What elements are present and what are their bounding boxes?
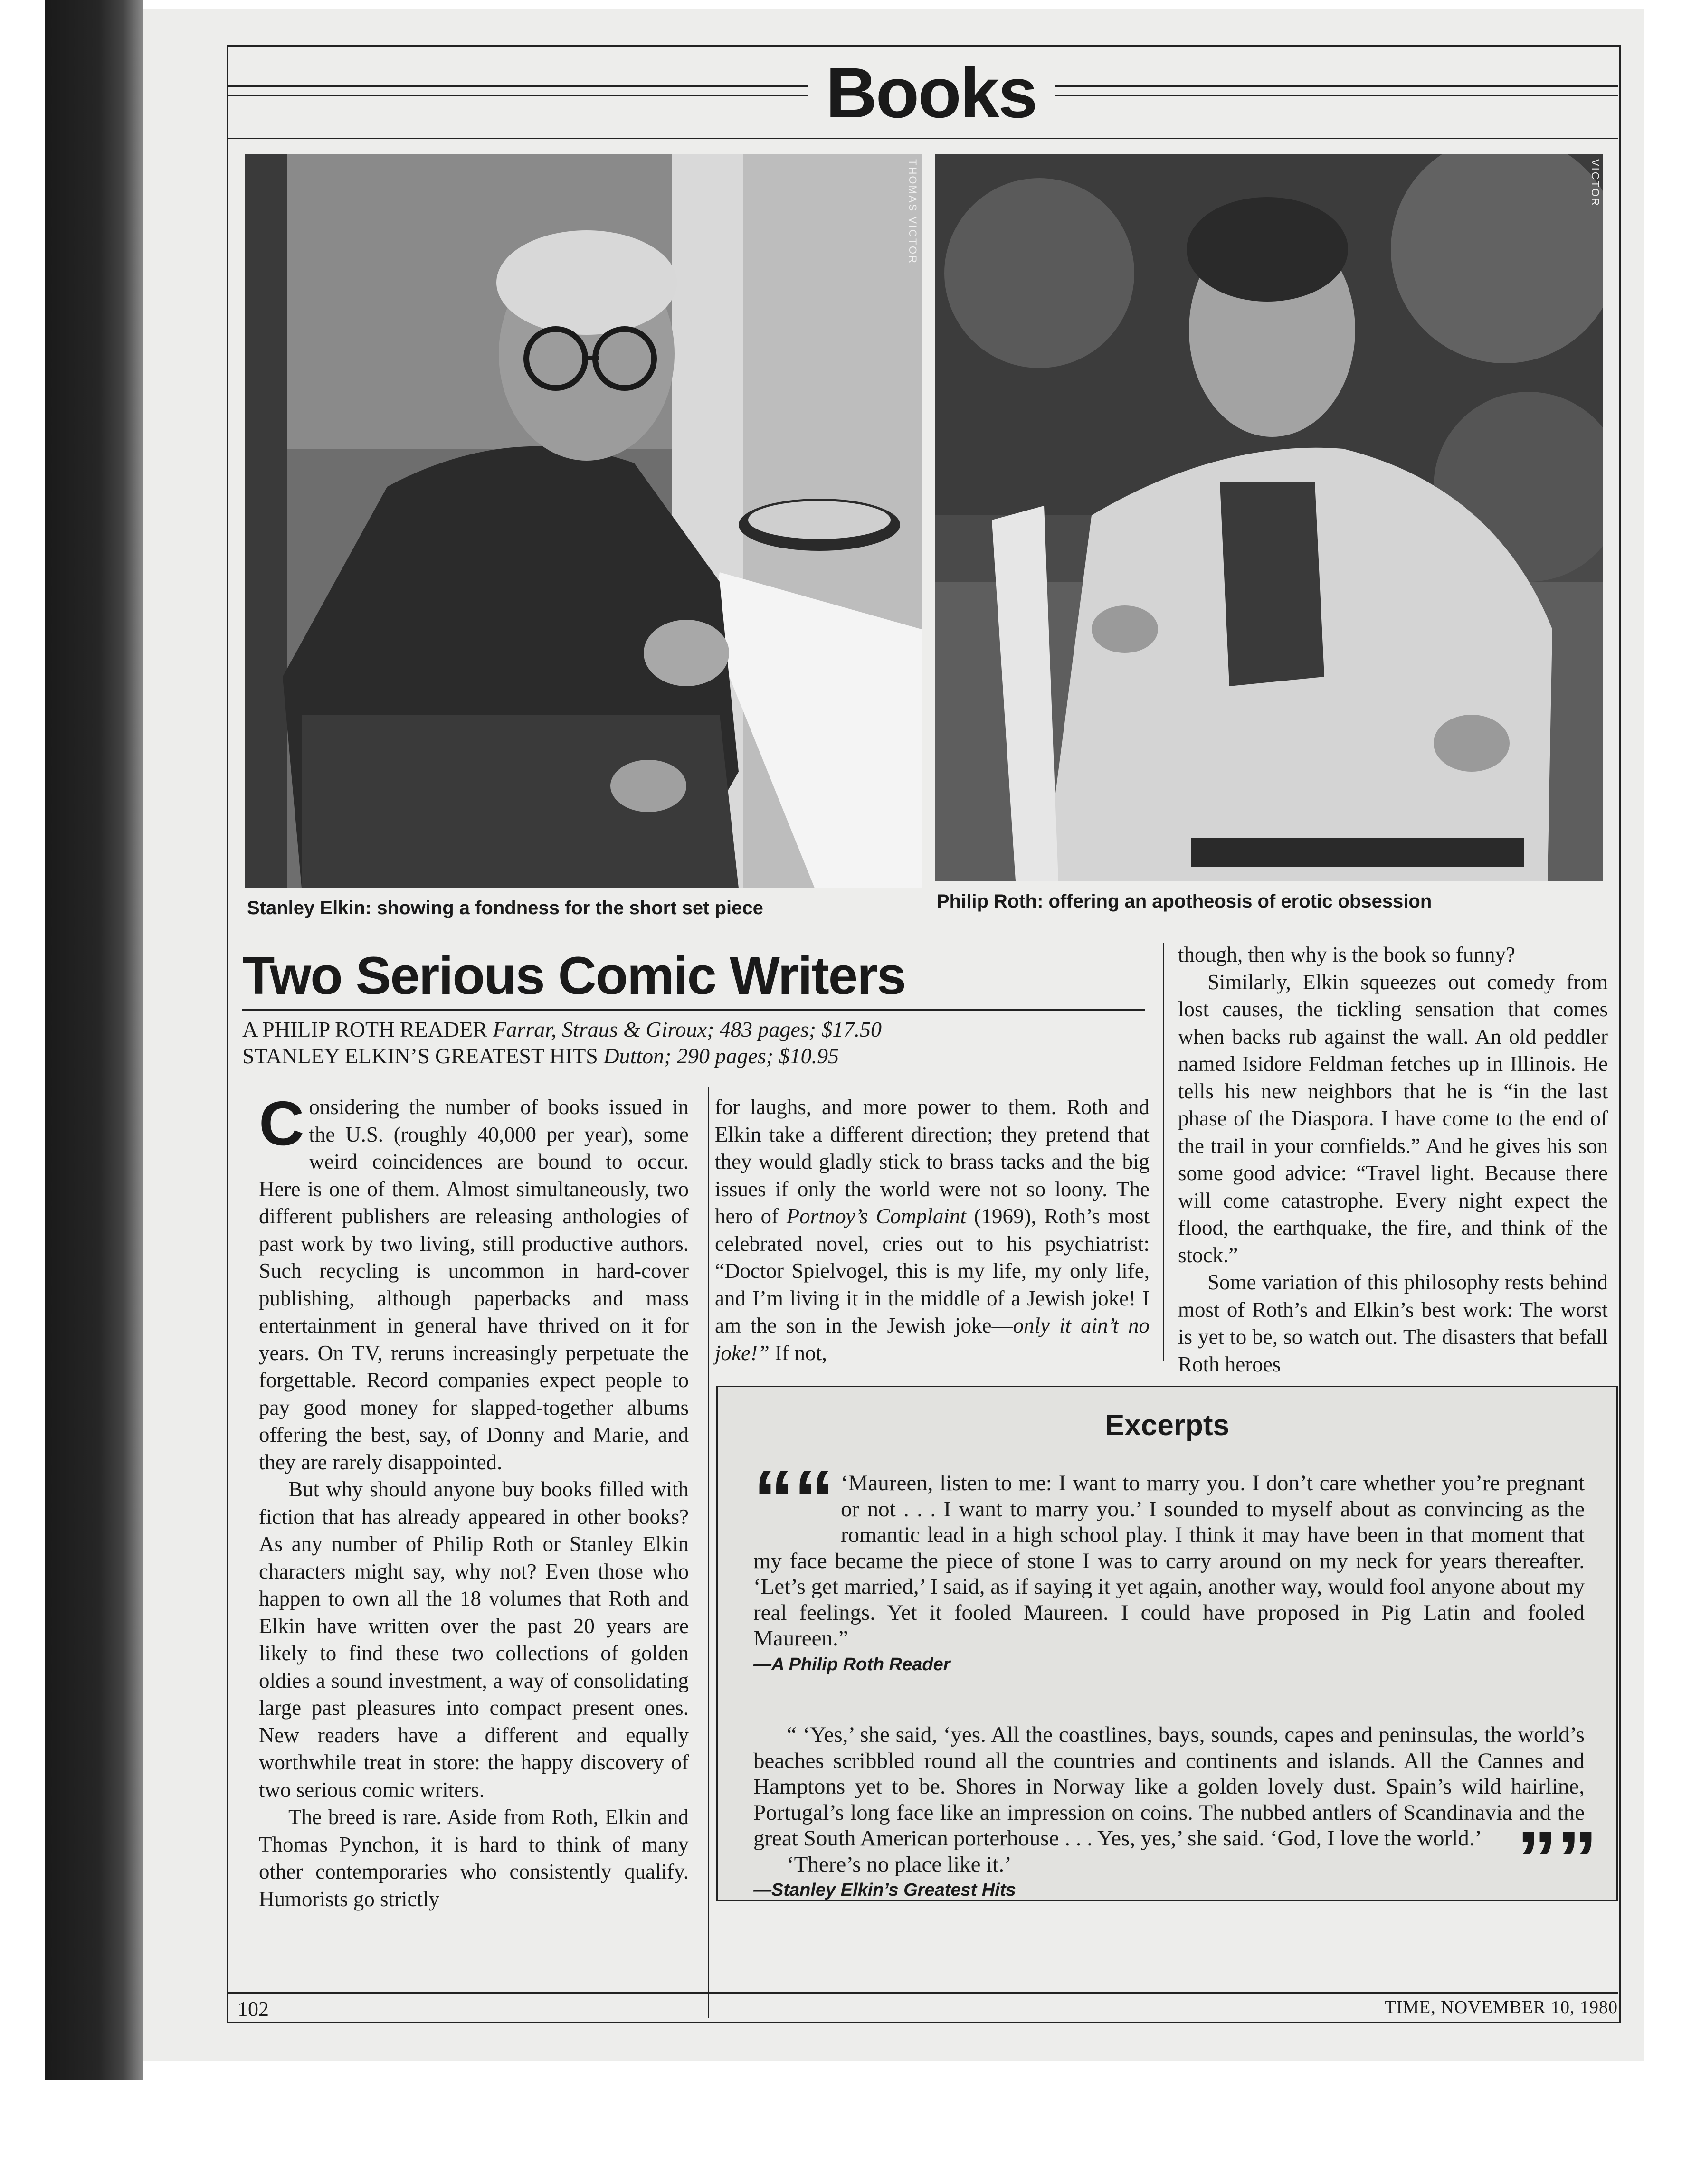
col2-text-3: If not,: [769, 1341, 827, 1365]
excerpt-elkin-paragraph: “ ‘Yes,’ she said, ‘yes. All the coastlines, bays, sounds, capes and peninsulas, the world’s beaches scribbled round all the countries and continents and islands. All the Cannes and Hamptons yet to be. Shores in Norway like a golden lovely dust. Spain’s wild hairline, Portugal’s long face like an impression on coins. The nubbed antlers of Scandinavia and the great South American porterhouse . . . Yes, yes,’ she said. ‘God, I love the world.’: [753, 1722, 1585, 1851]
col2-book-title: Portnoy’s Complaint: [786, 1204, 966, 1228]
book-details-elkin: Dutton; 290 pages; $10.95: [603, 1044, 839, 1068]
excerpt-roth-source: —A Philip Roth Reader: [753, 1654, 950, 1674]
excerpt-roth-paragraph: [753, 1454, 1585, 1652]
caption-right: Philip Roth: offering an apotheosis of erotic obsession: [937, 891, 1432, 912]
col1-paragraph-2: But why should anyone buy books filled with fiction that has already appeared in other books? As any number of Philip Roth or Stanley Elkin characters might say, why not? Even those who happen to own all the 18 volumes that Roth and Elkin have written over the past 20 years are likely to find these two collections of golden oldies a sound investment, a way of consolidating large past pleasures into compact present ones. New readers have a different and equally worthwhile treat in store: the happy discovery of two serious comic writers.: [259, 1477, 689, 1802]
column-rule-2: [1163, 943, 1164, 1361]
col2-text-1: for laughs, and more power to them. Roth and Elkin take a different direction; they pretend that they would gladly stick to brass tacks and the big issues if only the world were not so loony. The hero of: [715, 1095, 1150, 1228]
section-title: Books: [808, 47, 1055, 138]
headline-rule: [242, 1009, 1145, 1011]
book-title-roth: A PHILIP ROTH READER: [242, 1017, 487, 1041]
photo-credit-right: VICTOR: [1589, 159, 1601, 207]
close-quote-mark: ””: [1517, 1815, 1597, 1905]
footer-rule: [227, 1992, 1618, 1994]
col1-paragraph-1-text: onsidering the number of books issued in the U.S. (roughly 40,000 per year), some weird coincidences are bound to occur. Here is one of them. Almost simultaneously, two different publishers are releasing anthologies of past work by two living, still productive authors. Such recycling is uncommon in hard-cover publishing, although paperbacks and mass entertainment in general have thrived on it for years. On TV, reruns increasingly perpetuate the forgettable. Record companies expect people to pay good money for slapped-together albums offering the best, say, of Donny and Marie, and they are rarely disappointed.: [259, 1095, 689, 1474]
article-headline: Two Serious Comic Writers: [242, 946, 905, 1005]
excerpt-roth-text: ‘Maureen, listen to me: I want to marry you. I don’t care whether you’re pregnant or not . . . I want to marry you.’ I sounded to myself about as convincing as the romantic lead in a high school play. I think it may have been in that moment that my face became the piece of stone I was to carry around on my neck for years thereafter. ‘Let’s get married,’ I said, as if saying it yet again, another way, would fool anyone about my real feelings. Yet it fooled Maureen. I could have proposed in Pig Latin and fooled Maureen.”: [753, 1471, 1585, 1651]
excerpts-title: Excerpts: [1105, 1409, 1229, 1442]
column-rule-1: [708, 1087, 709, 2018]
photo-philip-roth: [935, 154, 1603, 881]
col3-paragraph-2: Similarly, Elkin squeezes out comedy from lost causes, the tickling sensation that comes when backs rub against the wall. An old peddler named Isidore Feldman fetches up in Illinois. He tells his new neighbors that he is “in the last phase of the Diaspora. I have come to the end of the trail in your cornfields.” And he gives his son some good advice: “Travel light. Because there will come catastrophe. Every night expect the flood, the earthquake, the fire, and think of the stock.”: [1178, 970, 1608, 1267]
page-number: 102: [238, 1997, 269, 2021]
issue-date: TIME, NOVEMBER 10, 1980: [1385, 1997, 1618, 2017]
open-quote-mark: ““: [753, 1454, 834, 1544]
portrait-roth-illustration: [935, 154, 1603, 881]
photo-stanley-elkin: [245, 154, 922, 888]
col3-paragraph-1: though, then why is the book so funny?: [1178, 943, 1515, 966]
excerpt-elkin-paragraph-2: ‘There’s no place like it.’: [787, 1852, 1012, 1877]
excerpt-roth: [753, 1454, 1585, 1677]
excerpts-box: [716, 1386, 1618, 1905]
col2-paragraph: [715, 1094, 1150, 1367]
col1-paragraph-1: [259, 1088, 689, 1476]
excerpt-elkin-source: —Stanley Elkin’s Greatest Hits: [753, 1880, 1016, 1900]
article-column-3: [1178, 941, 1608, 1378]
book-line-elkin: [242, 1043, 839, 1069]
drop-cap: C: [259, 1088, 304, 1158]
col3-paragraph-3: Some variation of this philosophy rests behind most of Roth’s and Elkin’s best work: The worst is yet to be, so watch out. The disasters that befall Roth heroes: [1178, 1270, 1608, 1376]
article-column-2: [715, 1094, 1150, 1367]
book-details-roth: Farrar, Straus & Giroux; 483 pages; $17.50: [493, 1017, 882, 1041]
caption-left: Stanley Elkin: showing a fondness for the short set piece: [247, 898, 763, 918]
article-column-1: [259, 1088, 689, 1913]
photo-credit-left: THOMAS VICTOR: [907, 159, 919, 265]
col2-emphasis: only it ain’t no joke!”: [715, 1314, 1150, 1365]
excerpt-elkin: [753, 1722, 1585, 1903]
col2-text-2: (1969), Roth’s most celebrated novel, cries out to his psychiatrist: “Doctor Spielvogel, this is my life, my only life, and I’m living it in the middle of a Jewish joke! I am the son in the Jewish joke—: [715, 1204, 1150, 1337]
book-title-elkin: STANLEY ELKIN’S GREATEST HITS: [242, 1044, 598, 1068]
binding-edge: [45, 0, 143, 2080]
masthead-rule-under: [227, 138, 1618, 139]
book-line-roth: [242, 1016, 882, 1043]
col1-paragraph-3: The breed is rare. Aside from Roth, Elkin and Thomas Pynchon, it is hard to think of many other contemporaries who consistently qualify. Humorists go strictly: [259, 1805, 689, 1911]
portrait-elkin-illustration: [245, 154, 922, 888]
